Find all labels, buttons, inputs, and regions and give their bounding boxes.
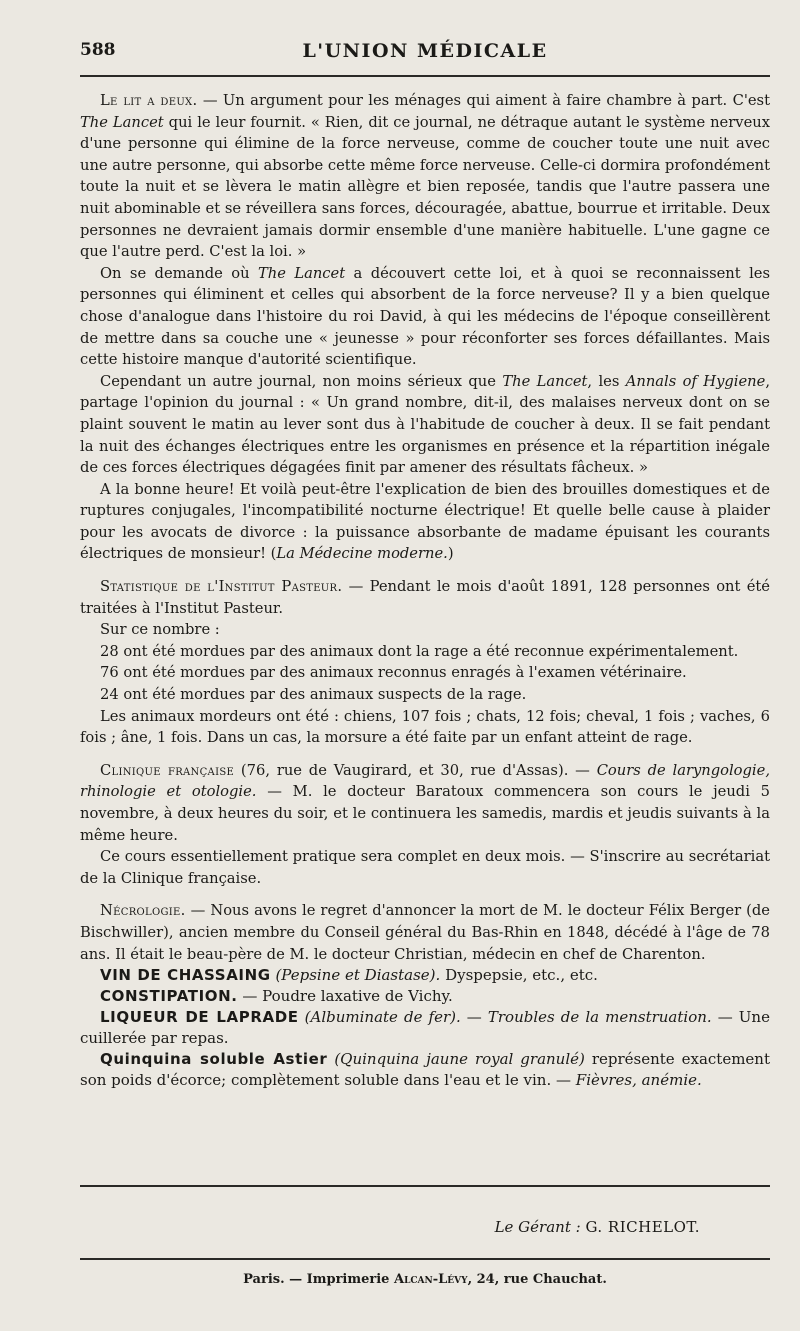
ad-title: Quinquina soluble Astier [100,1050,328,1069]
section-lit-a-deux-p2 [80,263,770,371]
pasteur-line: Les animaux mordeurs ont été : chiens, 107 fois ; chats, 12 fois; cheval, 1 fois ; vaches, 6 fois ; âne, 1 fois. Dans un cas, la morsure a été faite par un enfant atteint de rage. [80,707,770,747]
pasteur-line: Sur ce nombre : [100,621,220,639]
source-citation: La Médecine moderne. [276,545,448,563]
section-lit-a-deux-p4 [80,479,770,565]
section-lit-a-deux-p1 [80,90,770,263]
ad-vin-de-chassaing [80,965,770,986]
text-span: représente exactement son poids d'écorce; complètement soluble dans l'eau et le vin. — [80,1050,770,1090]
ad-italic: (Quinquina jaune royal granulé) [334,1050,585,1069]
text-span: A la bonne heure! Et voilà peut-être l'explication de bien des brouilles domestiques et de ruptures conjugales, l'incompatibilité nocturne électrique! Et quelle belle cause à plaider pour les avocats de divorce : la puissance absorbante de madame épuisant les courants électriques de monsieur! ( [80,480,770,563]
header-rule [80,75,770,77]
article-body [80,90,770,1091]
ad-liqueur-de-laprade [80,1007,770,1049]
text-span: — [460,1008,488,1027]
text-span: a découvert cette loi, et à quoi se reconnaissent les personnes qui éliminent et celles qui absorbent de la force nerveuse? Il y a bien quelque chose d'analogue dans l'histoire du roi David, à qui les médecins de l'époque conseillèrent de mettre dans sa couche une « jeunesse » pour réconforter ses forces défaillantes. Mais cette histoire manque d'autorité scientifique. [80,264,770,369]
section-clinique-p2: Ce cours essentiellement pratique sera complet en deux mois. — S'inscrire au secrétariat de la Clinique française. [80,848,770,887]
running-title: L'UNION MÉDICALE [302,40,548,62]
text-span: — Une cuillerée par repas. [80,1008,770,1048]
gerant-signature [495,1218,700,1236]
text-span: ) [447,545,454,563]
text-span: Dyspepsie, etc., etc. [440,966,598,985]
footer-rule-bottom [80,1258,770,1260]
text-span: — Nous avons le regret d'annoncer la mort de M. le docteur Félix Berger (de Bischwiller), ancien membre du Conseil général du Bas-Rhin en 1848, décédé à l'âge de 78 ans. Il était le beau-père de M. le docteur Christian, médecin en chef de Charenton. [80,902,770,963]
section-lit-a-deux-p3 [80,371,770,479]
page-number: 588 [80,40,116,60]
section-title-necrologie: Nécrologie. [100,902,186,920]
text-span: — M. le docteur Baratoux commencera son cours le jeudi 5 novembre, à deux heures du soir, et le continuera les samedis, mardis et jeudis suivants à la même heure. [80,783,770,844]
pasteur-line: 24 ont été mordues par des animaux suspects de la rage. [100,686,527,704]
printer-name: Alcan-Lévy [393,1272,468,1287]
footer-rule-top [80,1185,770,1187]
text-span: Cependant un autre journal, non moins sérieux que [100,372,503,390]
text-span: — Pendant le mois d'août 1891, 128 personnes ont été traitées à l'Institut Pasteur. [80,578,771,617]
journal-title: The Lancet [257,264,346,282]
journal-title: The Lancet [502,372,588,390]
ad-quinquina-astier [80,1049,770,1091]
section-necrologie [80,900,770,965]
text-span: , 24, rue Chauchat. [467,1272,607,1287]
ad-italic: (Pepsine et Diastase). [275,966,441,985]
text-span: , les [587,372,626,390]
text-span: — Poudre laxative de Vichy. [237,987,453,1006]
section-title-pasteur: Statistique de l'Institut Pasteur. [100,578,343,596]
text-span: Paris. — Imprimerie [243,1272,394,1287]
printer-imprint [80,1272,770,1287]
page-header [80,40,770,68]
ad-italic: Troubles de la menstruation. [487,1008,712,1027]
ad-title: VIN DE CHASSAING [100,966,271,985]
text-span: , partage l'opinion du journal : « Un grand nombre, dit-il, des malaises nerveux dont on se plaint souvent le matin au lever sont dus à l'habitude de coucher à deux. Il se fait pendant la nuit des échanges électriques entre les organismes en présence et la répartition inégale de ces forces électriques dégagées finit par amener des résultats fâcheux. » [80,372,770,477]
pasteur-line: 28 ont été mordues par des animaux dont la rage a été reconnue expérimentalement. [100,642,739,660]
journal-title: Annals of Hygiene [625,372,766,390]
section-pasteur-intro [80,576,770,619]
ad-italic: (Albuminate de fer). [304,1008,461,1027]
section-title-lit-a-deux: Le lit a deux. [100,92,198,109]
course-title: Cours de laryngologie, rhinologie et otologie. [80,761,770,801]
section-clinique-p1 [80,760,770,846]
text-span: On se demande où [100,264,258,282]
ad-italic: Fièvres, anémie. [575,1071,702,1090]
section-title-clinique: Clinique française [100,761,235,779]
text-span: — Un argument pour les ménages qui aiment à faire chambre à part. C'est [197,92,770,109]
journal-title: The Lancet [80,113,164,131]
gerant-label: Le Gérant : [494,1218,581,1236]
ad-title: LIQUEUR DE LAPRADE [100,1008,299,1027]
pasteur-line: 76 ont été mordues par des animaux reconnus enragés à l'examen vétérinaire. [100,664,687,682]
text-span: (76, rue de Vaugirard, et 30, rue d'Assas). — [234,761,597,779]
gerant-name: G. RICHELOT. [585,1218,700,1236]
ad-title: CONSTIPATION. [100,987,238,1006]
ad-constipation [80,986,770,1007]
text-span: qui le leur fournit. « Rien, dit ce journal, ne détraque autant le système nerveux d'une personne qui élimine de la force nerveuse, comme de coucher toute une nuit avec une autre personne, qui absorbe cette même force nerveuse. Celle-ci dormira profondément toute la nuit et se lèvera le matin allègre et bien reposée, tandis que l'autre passera une nuit abominable et se réveillera sans forces, découragée, abattue, bourrue et irritable. Deux personnes ne devraient jamais dormir ensemble d'une manière habituelle. L'une gagne ce que l'autre perd. C'est la loi. » [80,113,770,261]
